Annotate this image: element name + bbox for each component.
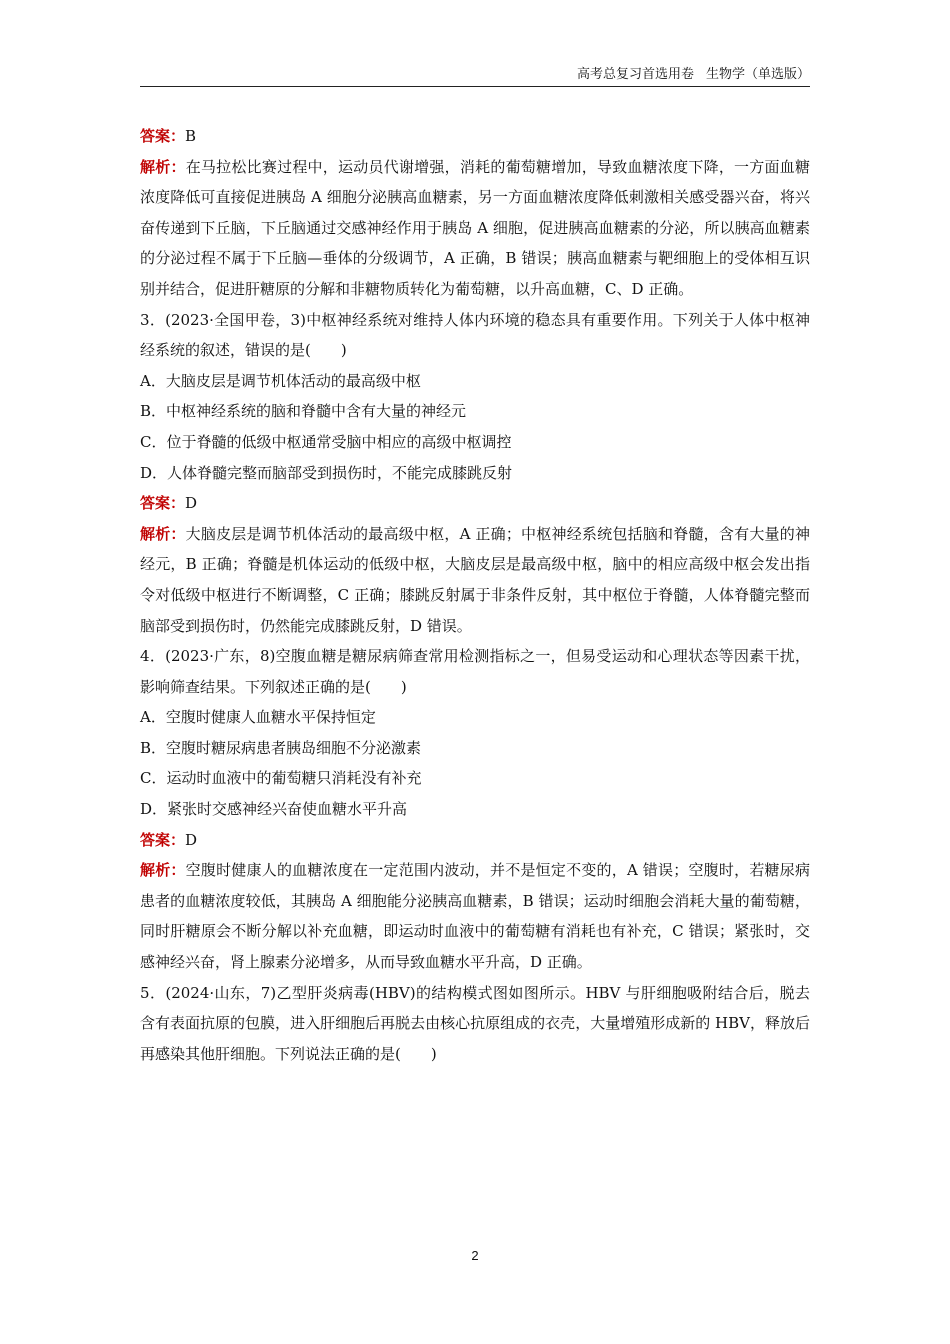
question-4-answer <box>140 825 810 856</box>
answer-line <box>140 121 810 152</box>
question-3-answer <box>140 488 810 519</box>
page-content <box>140 121 810 1069</box>
analysis-label: 解析： <box>140 861 186 880</box>
question-3-option-b: B．中枢神经系统的脑和脊髓中含有大量的神经元 <box>140 402 467 421</box>
page-header <box>140 66 810 87</box>
analysis-label: 解析： <box>140 157 186 176</box>
answer-value: B <box>185 127 197 145</box>
analysis-text: 空腹时健康人的血糖浓度在一定范围内波动，并不是恒定不变的，A 错误；空腹时，若糖尿病患者的血糖浓度较低，其胰岛 A 细胞能分泌胰高血糖素，B 错误；运动时细胞会消耗大量的葡萄糖，同时肝糖原会不断分解以补充血糖，即运动时血液中的葡萄糖有消耗也有补充，C 错误；紧张时，交感神经兴奋，肾上腺素分泌增多，从而导致血糖水平升高，D 正确。 <box>140 861 810 972</box>
answer-label: 答案： <box>140 830 186 849</box>
header-book-title: 高考总复习首选用卷 <box>576 67 694 82</box>
question-4-option-d: D．紧张时交感神经兴奋使血糖水平升高 <box>140 800 408 819</box>
question-4-stem: 4．(2023·广东，8)空腹血糖是糖尿病筛查常用检测指标之一，但易受运动和心理状态等因素干扰，影响筛查结果。下列叙述正确的是( ) <box>140 647 810 696</box>
answer-label: 答案： <box>140 127 186 145</box>
question-5-stem: 5．(2024·山东，7)乙型肝炎病毒(HBV)的结构模式图如图所示。HBV 与肝细胞吸附结合后，脱去含有表面抗原的包膜，进入肝细胞后再脱去由核心抗原组成的衣壳，大量增殖形成新的 HBV，释放后再感染其他肝细胞。下列说法正确的是( ) <box>140 983 810 1063</box>
question-3-option-a: A．大脑皮层是调节机体活动的最高级中枢 <box>140 371 421 390</box>
answer-value: D <box>185 494 198 513</box>
question-3-analysis <box>140 519 810 641</box>
answer-label: 答案： <box>140 494 186 513</box>
question-3-option-d: D．人体脊髓完整而脑部受到损伤时，不能完成膝跳反射 <box>140 463 513 482</box>
analysis-text: 大脑皮层是调节机体活动的最高级中枢，A 正确；中枢神经系统包括脑和脊髓，含有大量的神经元，B 正确；脊髓是机体运动的低级中枢，大脑皮层是最高级中枢，脑中的相应高级中枢会发出指令对低级中枢进行不断调整，C 正确；膝跳反射属于非条件反射，其中枢位于脊髓，人体脊髓完整而脑部受到损伤时，仍然能完成膝跳反射，D 错误。 <box>140 524 810 635</box>
analysis-paragraph <box>140 152 810 305</box>
page-number: 2 <box>471 1248 479 1263</box>
answer-value: D <box>185 830 198 849</box>
question-4-option-c: C．运动时血液中的葡萄糖只消耗没有补充 <box>140 769 422 788</box>
question-3-stem: 3．(2023·全国甲卷，3)中枢神经系统对维持人体内环境的稳态具有重要作用。下列关于人体中枢神经系统的叙述，错误的是( ) <box>140 310 810 360</box>
question-4-option-a: A．空腹时健康人血糖水平保持恒定 <box>140 708 376 727</box>
question-3-option-c: C．位于脊髓的低级中枢通常受脑中相应的高级中枢调控 <box>140 432 512 451</box>
header-subject: 生物学（单选版） <box>705 67 810 82</box>
analysis-label: 解析： <box>140 524 186 543</box>
question-4-analysis <box>140 855 810 977</box>
question-4-option-b: B．空腹时糖尿病患者胰岛细胞不分泌激素 <box>140 738 422 757</box>
analysis-text: 在马拉松比赛过程中，运动员代谢增强，消耗的葡萄糖增加，导致血糖浓度下降，一方面血糖浓度降低可直接促进胰岛 A 细胞分泌胰高血糖素，另一方面血糖浓度降低刺激相关感受器兴奋，将兴奋传递到下丘脑，下丘脑通过交感神经作用于胰岛 A 细胞，促进胰高血糖素的分泌，所以胰高血糖素的分泌过程不属于下丘脑—垂体的分级调节，A 正确，B 错误；胰高血糖素与靶细胞上的受体相互识别并结合，促进肝糖原的分解和非糖物质转化为葡萄糖，以升高血糖，C、D 正确。 <box>140 157 810 298</box>
